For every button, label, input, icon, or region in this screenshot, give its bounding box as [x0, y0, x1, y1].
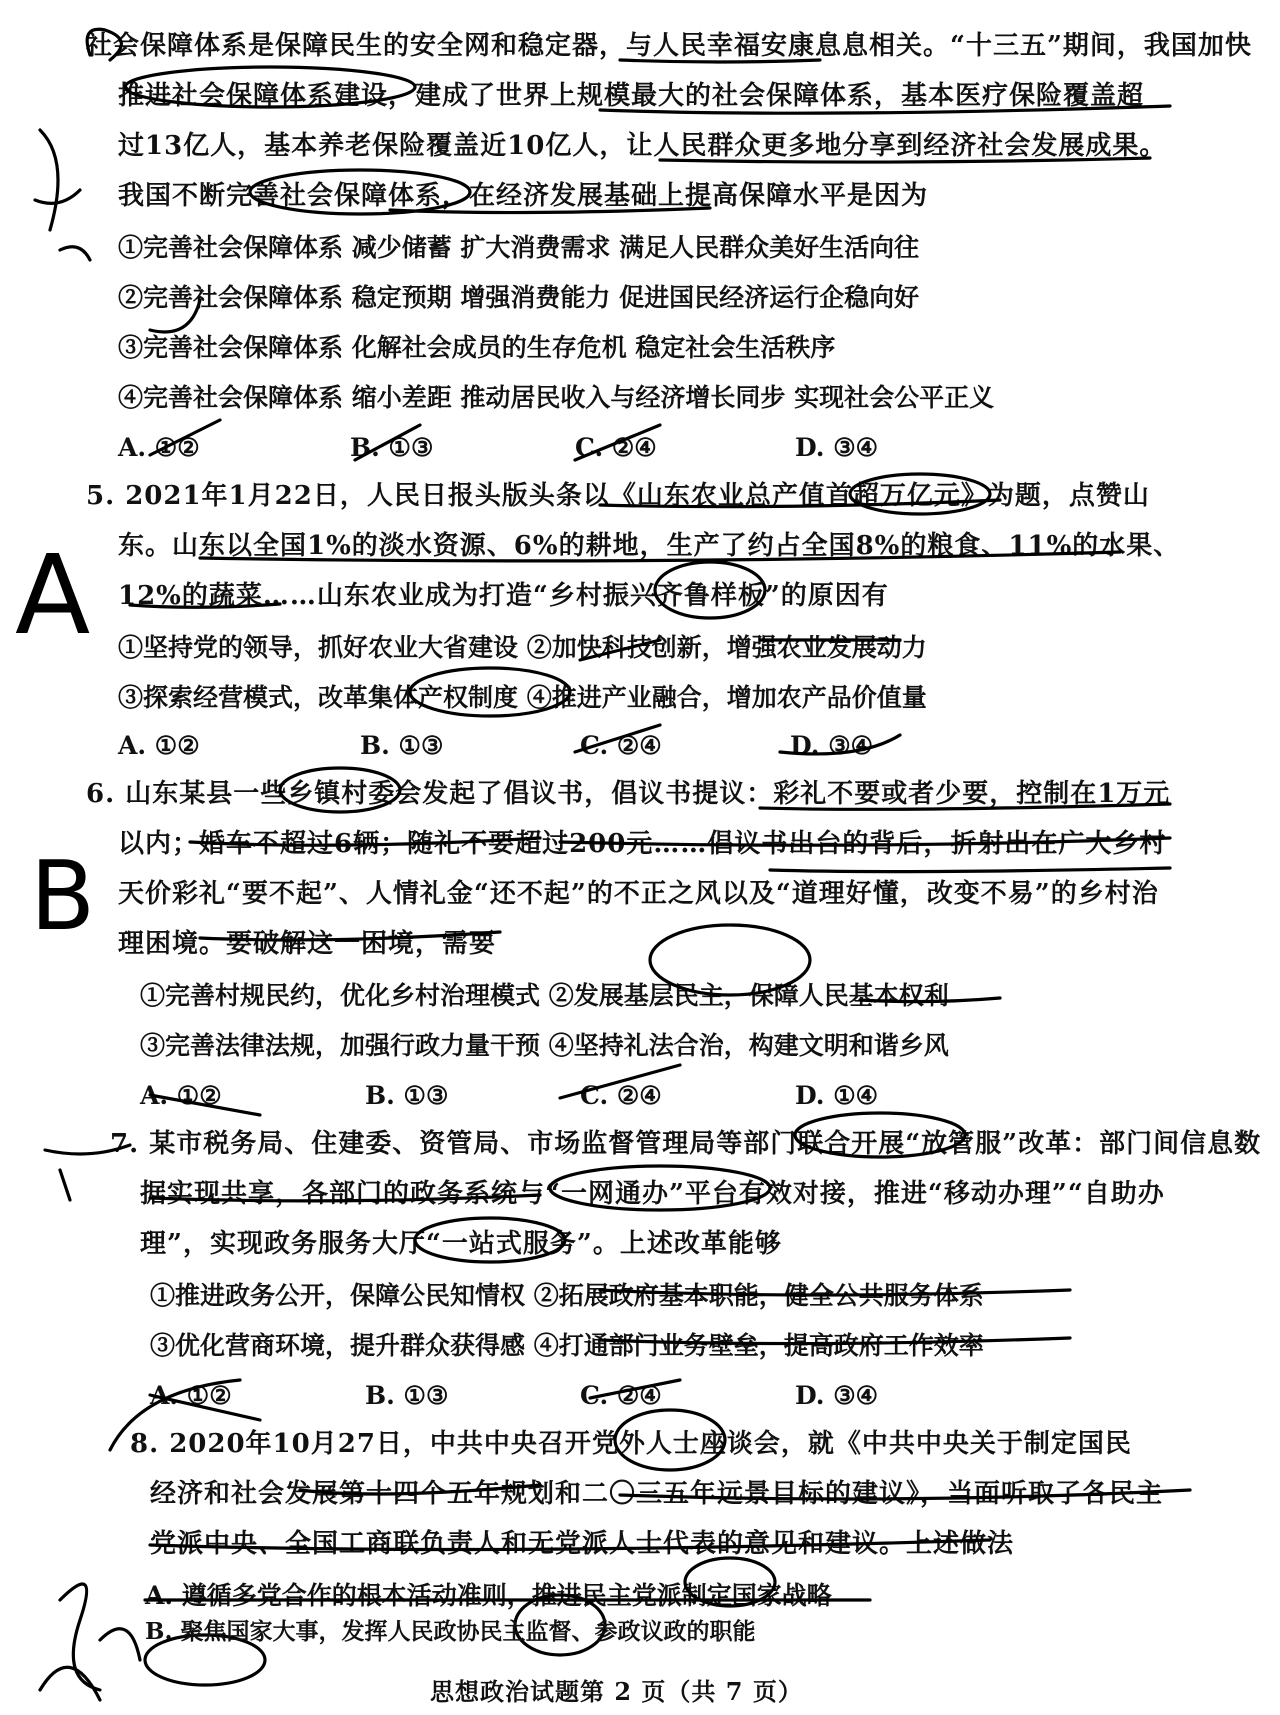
q7-statement-1-2: ①推进政务公开，保障公民知情权 ②拓展政府基本职能，健全公共服务体系 — [150, 1281, 984, 1310]
q4-stem-line-2: 推进社会保障体系建设，建成了世界上规模最大的社会保障体系，基本医疗保险覆盖超 — [118, 81, 1145, 111]
q4-statement-1: ①完善社会保障体系 减少储蓄 扩大消费需求 满足人民群众美好生活向往 — [118, 233, 920, 262]
q5-stem-line-1: 5. 2021年1月22日，人民日报头版头条以《山东农业总产值首超万亿元》为题，点赞山 — [86, 481, 1150, 511]
q6-statement-3-4: ③完善法律法规，加强行政力量干预 ④坚持礼法合治，构建文明和谐乡风 — [140, 1031, 949, 1060]
q5-stem-line-3: 12%的蔬菜……山东农业成为打造“乡村振兴齐鲁样板”的原因有 — [118, 581, 889, 611]
q7-option-c: C. ②④ — [580, 1381, 662, 1410]
q4-option-b: B. ①③ — [350, 433, 434, 462]
q4-statement-4: ④完善社会保障体系 缩小差距 推动居民收入与经济增长同步 实现社会公平正义 — [118, 383, 995, 412]
margin-note-b: B — [30, 842, 96, 952]
q4-option-d: D. ③④ — [795, 433, 879, 462]
q7-statement-3-4: ③优化营商环境，提升群众获得感 ④打通部门业务壁垒，提高政府工作效率 — [150, 1331, 984, 1360]
q6-option-b: B. ①③ — [365, 1081, 449, 1110]
q8-stem-line-1: 8. 2020年10月27日，中共中央召开党外人士座谈会，就《中共中央关于制定国民 — [130, 1429, 1132, 1459]
q7-stem-line-2: 据实现共享，各部门的政务系统与“一网通办”平台有效对接，推进“移动办理”“自助办 — [140, 1179, 1165, 1209]
q8-option-b-visible: B. 聚焦国家大事，发挥人民政协民主监督、参政议政的职能 — [145, 1618, 756, 1645]
q6-option-c: C. ②④ — [580, 1081, 662, 1110]
q6-statement-1-2: ①完善村规民约，优化乡村治理模式 ②发展基层民主，保障人民基本权利 — [140, 981, 949, 1010]
q4-stem-line-1: 社会保障体系是保障民生的安全网和稳定器，与人民幸福安康息息相关。“十三五”期间，我国加快 — [86, 31, 1252, 61]
q5-statement-3-4: ③探索经营模式，改革集体产权制度 ④推进产业融合，增加农产品价值量 — [118, 683, 927, 712]
q6-stem-line-2: 以内；婚车不超过6辆；随礼不要超过200元……倡议书出台的背后，折射出在广大乡村 — [118, 829, 1167, 859]
q7-stem-line-3: 理”，实现政务服务大厅“一站式服务”。上述改革能够 — [140, 1229, 782, 1259]
q8-option-a: A. 遵循多党合作的根本活动准则，推进民主党派制定国家战略 — [145, 1581, 832, 1610]
q7-option-b: B. ①③ — [365, 1381, 449, 1410]
q5-option-c: C. ②④ — [580, 731, 662, 760]
q6-option-a: A. ①② — [140, 1081, 222, 1110]
q5-statement-1-2: ①坚持党的领导，抓好农业大省建设 ②加快科技创新，增强农业发展动力 — [118, 633, 927, 662]
q4-stem-line-4: 我国不断完善社会保障体系，在经济发展基础上提高保障水平是因为 — [118, 181, 929, 211]
q5-option-a: A. ①② — [118, 731, 200, 760]
q5-stem-line-2: 东。山东以全国1%的淡水资源、6%的耕地，生产了约占全国8%的粮食、11%的水果、 — [118, 531, 1181, 561]
q4-stem-line-3: 过13亿人，基本养老保险覆盖近10亿人，让人民群众更多地分享到经济社会发展成果。 — [118, 131, 1167, 161]
q6-stem-line-1: 6. 山东某县一些乡镇村委会发起了倡议书，倡议书提议：彩礼不要或者少要，控制在1万元 — [86, 779, 1171, 809]
q4-statement-3: ③完善社会保障体系 化解社会成员的生存危机 稳定社会生活秩序 — [118, 333, 836, 362]
q7-option-d: D. ③④ — [795, 1381, 879, 1410]
q4-option-c: C. ②④ — [575, 433, 657, 462]
q5-option-d: D. ③④ — [790, 731, 874, 760]
q4-option-a: A. ①② — [118, 433, 200, 462]
q6-stem-line-4: 理困境。要破解这一困境，需要 — [118, 929, 497, 959]
q8-stem-line-3: 党派中央、全国工商联负责人和无党派人士代表的意见和建议。上述做法 — [150, 1529, 1015, 1559]
page-footer: 思想政治试题第 2 页（共 7 页） — [430, 1677, 803, 1706]
q8-stem-line-2: 经济和社会发展第十四个五年规划和二〇三五年远景目标的建议》，当面听取了各民主 — [150, 1479, 1164, 1509]
margin-note-a: A — [15, 531, 91, 659]
q7-option-a: A. ①② — [150, 1381, 232, 1410]
q5-option-b: B. ①③ — [360, 731, 444, 760]
q7-stem-line-1: 7. 某市税务局、住建委、资管局、市场监督管理局等部门联合开展“放管服”改革：部门间信息数 — [110, 1129, 1262, 1159]
q6-stem-line-3: 天价彩礼“要不起”、人情礼金“还不起”的不正之风以及“道理好懂，改变不易”的乡村治 — [118, 879, 1159, 909]
q4-statement-2: ②完善社会保障体系 稳定预期 增强消费能力 促进国民经济运行企稳向好 — [118, 283, 920, 312]
q6-option-d: D. ①④ — [795, 1081, 879, 1110]
